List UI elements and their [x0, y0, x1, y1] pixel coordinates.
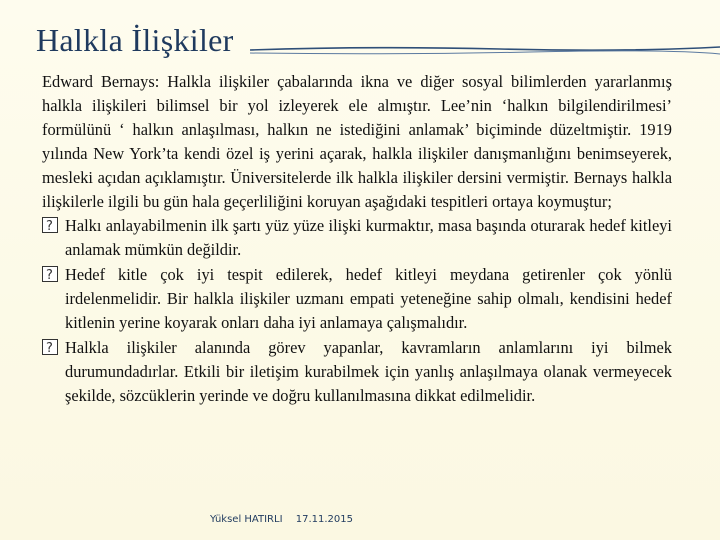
footer-date: 17.11.2015: [295, 514, 353, 525]
missing-glyph-box-icon: [42, 266, 58, 282]
slide-footer: [210, 514, 353, 525]
bullet-text: Halkla ilişkiler alanında görev yapanlar, kavramların anlamlarını iyi bilmek durumundadırlar. Etkili bir iletişim kurabilmek için yanlış anlaşılmaya olanak vermeyecek şekilde, sözcüklerin yerinde ve doğru kullanılmasına dikkat edilmelidir.: [65, 337, 672, 405]
bullet-item: [42, 336, 672, 408]
footer-author: Yüksel HATIRLI: [210, 514, 283, 525]
bullet-item: [42, 214, 672, 262]
missing-glyph-box-icon: [42, 217, 58, 233]
bullet-text: Hedef kitle çok iyi tespit edilerek, hedef kitleyi meydana getirenler çok yönlü irdelenmelidir. Bir halkla ilişkiler uzmanı empati yeteneğine sahip olmalı, kendisini hedef kitlenin yerine koyarak onları daha iyi anlamaya çalışmalıdır.: [65, 265, 672, 333]
missing-glyph-box-icon: [42, 339, 58, 355]
title-underline: [250, 45, 720, 57]
bullet-item: [42, 263, 672, 335]
slide-title: Halkla İlişkiler: [36, 22, 234, 58]
slide-body: [42, 70, 672, 408]
bullet-text: Halkı anlayabilmenin ilk şartı yüz yüze ilişki kurmaktır, masa başında oturarak hedef kitleyi anlamak mümkün değildir.: [65, 216, 672, 260]
intro-paragraph: Edward Bernays: Halkla ilişkiler çabalarında ikna ve diğer sosyal bilimlerden yararlanmış halkla ilişkileri bilimsel bir yol izleyerek ele almıştır. Lee’nin ‘halkın bilgilendirilmesi’ formülünü ‘ halkın anlaşılması, halkın ne istediğini anlamak’ biçiminde düzeltmiştir. 1919 yılında New York’ta kendi özel iş yerini açarak, halkla ilişkiler danışmanlığını benimseyerek, mesleki açıdan açıklamıştır. Üniversitelerde ilk halkla ilişkiler dersini vermiştir. Bernays halkla ilişkilerle ilgili bu gün hala geçerliliğini koruyan aşağıdaki tespitleri ortaya koymuştur;: [42, 72, 672, 211]
